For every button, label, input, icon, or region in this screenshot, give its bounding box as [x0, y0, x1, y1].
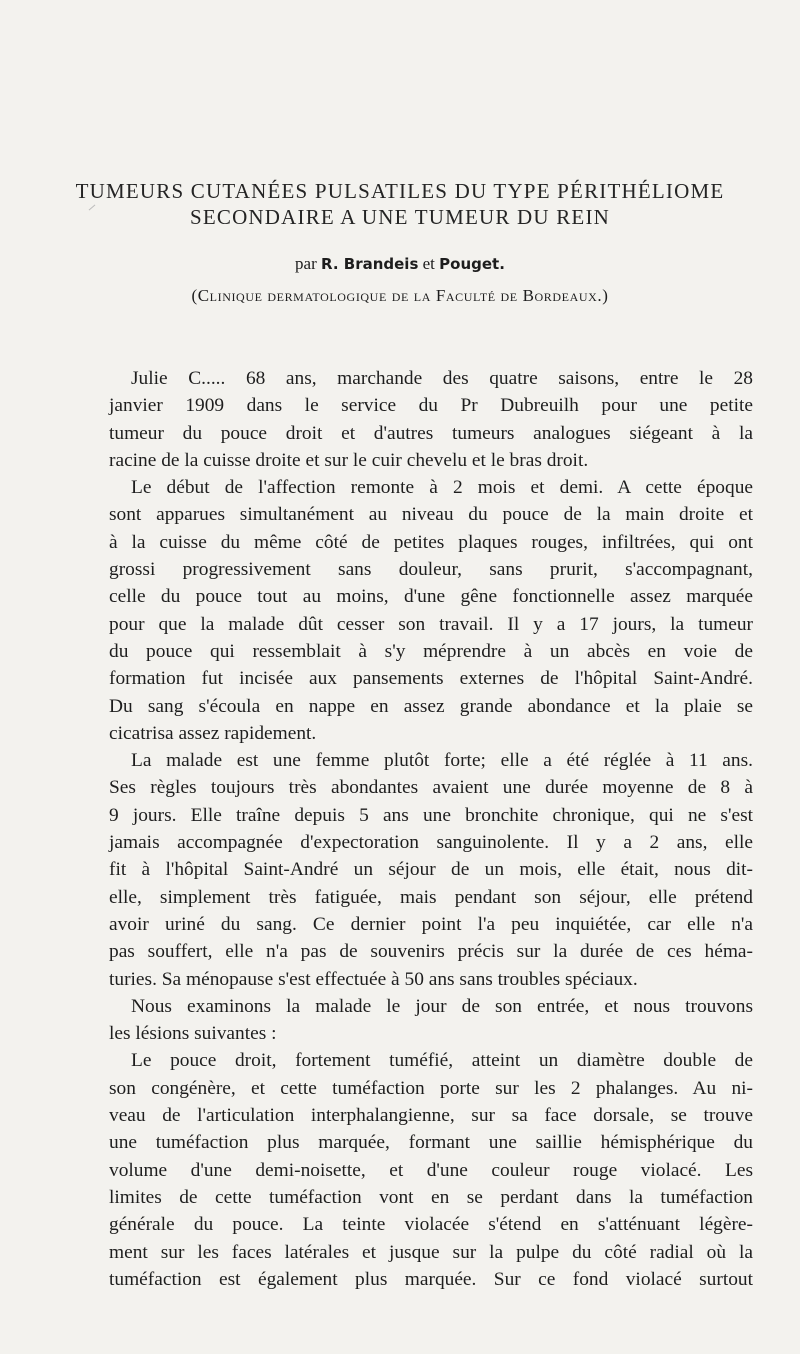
- body-line: grossi progressivement sans douleur, sans prurit, s'accompagnant,: [109, 559, 753, 581]
- body-line: limites de cette tuméfaction vont en se perdant dans la tuméfaction: [109, 1186, 753, 1208]
- body-line: générale du pouce. La teinte violacée s'étend en s'atténuant légère-: [109, 1214, 753, 1236]
- body-line: avoir uriné du sang. Ce dernier point l'a peu inquiétée, car elle n'a: [109, 913, 753, 935]
- body-line: pas souffert, elle n'a pas de souvenirs précis sur la durée de ces héma-: [109, 941, 753, 963]
- body-line: cicatrisa assez rapidement.: [109, 722, 317, 744]
- body-line: turies. Sa ménopause s'est effectuée à 50 ans sans troubles spéciaux.: [109, 968, 638, 990]
- body-line: Du sang s'écoula en nappe en assez grande abondance et la plaie se: [109, 695, 753, 717]
- body-line: pour que la malade dût cesser son travail. Il y a 17 jours, la tumeur: [109, 613, 753, 635]
- body-line: une tuméfaction plus marquée, formant une saillie hémisphérique du: [109, 1132, 753, 1154]
- body-line: racine de la cuisse droite et sur le cuir chevelu et le bras droit.: [109, 449, 589, 471]
- body-line: Le pouce droit, fortement tuméfié, atteint un diamètre double de: [131, 1050, 753, 1072]
- body-line: elle, simplement très fatiguée, mais pendant son séjour, elle prétend: [109, 886, 753, 908]
- body-line: sont apparues simultanément au niveau du pouce de la main droite et: [109, 504, 753, 526]
- author-2: Pouget.: [439, 255, 505, 273]
- article-title: [0, 178, 800, 230]
- body-line: veau de l'articulation interphalangienne, sur sa face dorsale, se trouve: [109, 1105, 753, 1127]
- title-line-1: TUMEURS CUTANÉES PULSATILES DU TYPE PÉRITHÉLIOME: [75, 179, 725, 203]
- body-line: Ses règles toujours très abondantes avaient une durée moyenne de 8 à: [109, 777, 753, 799]
- author-1: R. Brandeis: [321, 255, 419, 273]
- body-line: ment sur les faces latérales et jusque sur la pulpe du côté radial où la: [109, 1241, 753, 1263]
- body-line: à la cuisse du même côté de petites plaques rouges, infiltrées, qui ont: [109, 531, 753, 553]
- body-line: tuméfaction est également plus marquée. Sur ce fond violacé surtout: [109, 1268, 753, 1290]
- body-line: janvier 1909 dans le service du Pr Dubreuilh pour une petite: [109, 395, 753, 417]
- body-line: 9 jours. Elle traîne depuis 5 ans une bronchite chronique, qui ne s'est: [109, 804, 753, 826]
- byline-prefix: par: [295, 254, 317, 273]
- title-line-2: SECONDAIRE A UNE TUMEUR DU REIN: [189, 205, 611, 229]
- byline-conj: et: [422, 254, 435, 273]
- byline: [0, 254, 800, 274]
- body-line: celle du pouce tout au moins, d'une gêne fonctionnelle assez marquée: [109, 586, 753, 608]
- body-line: du pouce qui ressemblait à s'y méprendre à un abcès en voie de: [109, 640, 753, 662]
- body-line: formation fut incisée aux pansements externes de l'hôpital Saint-André.: [109, 668, 753, 690]
- body-line: La malade est une femme plutôt forte; elle a été réglée à 11 ans.: [131, 750, 753, 772]
- body-line: volume d'une demi-noisette, et d'une couleur rouge violacé. Les: [109, 1159, 753, 1181]
- body-line: les lésions suivantes :: [109, 1023, 277, 1045]
- body-line: fit à l'hôpital Saint-André un séjour de un mois, elle était, nous dit-: [109, 859, 753, 881]
- affiliation: (Clinique dermatologique de la Faculté de Bordeaux.): [191, 286, 609, 305]
- body-line: tumeur du pouce droit et d'autres tumeurs analogues siégeant à la: [109, 422, 753, 444]
- body-line: Julie C..... 68 ans, marchande des quatre saisons, entre le 28: [131, 368, 753, 389]
- body-line: Nous examinons la malade le jour de son entrée, et nous trouvons: [131, 995, 753, 1017]
- body-line: jamais accompagnée d'expectoration sanguinolente. Il y a 2 ans, elle: [109, 832, 753, 854]
- body-line: son congénère, et cette tuméfaction porte sur les 2 phalanges. Au ni-: [109, 1077, 753, 1099]
- article-body: [109, 365, 753, 1293]
- body-line: Le début de l'affection remonte à 2 mois et demi. A cette époque: [131, 477, 753, 499]
